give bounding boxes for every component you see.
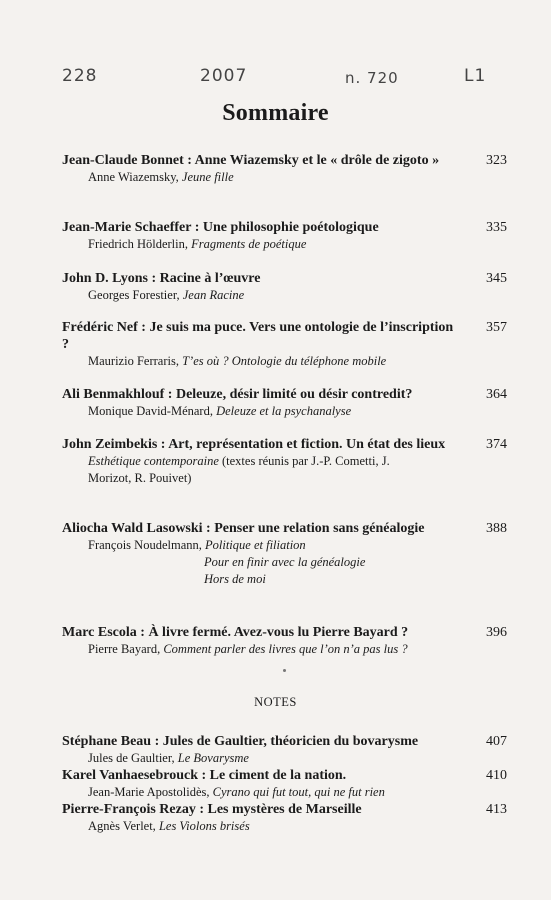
review-author: François Noudelmann,: [88, 538, 202, 552]
entry-review: [88, 287, 507, 304]
entry-page: 407: [486, 734, 507, 749]
review-author: Maurizio Ferraris,: [88, 354, 179, 368]
entry-review: [88, 818, 507, 835]
review-author: Agnès Verlet,: [88, 819, 156, 833]
separator-dot: [283, 669, 286, 672]
note-entry: [62, 767, 507, 801]
entry-title: Marc Escola : À livre fermé. Avez-vous lu Pierre Bayard ?: [62, 625, 409, 640]
toc-entry: [62, 152, 507, 186]
entry-review: [88, 641, 507, 658]
handwritten-issue: n. 720: [345, 69, 399, 87]
notes-list: [62, 733, 507, 835]
entry-title: Stéphane Beau : Jules de Gaultier, théoricien du bovarysme: [62, 734, 419, 749]
entry-title: Aliocha Wald Lasowski : Penser une relation sans généalogie: [62, 521, 425, 536]
entry-review: [88, 169, 507, 186]
handwritten-code: L1: [464, 66, 487, 86]
review-author: Georges Forestier,: [88, 288, 180, 302]
review-work: Jeune fille: [181, 170, 234, 184]
review-work: Esthétique contemporaine: [88, 454, 219, 468]
review-work: Politique et filiation: [205, 538, 306, 552]
entry-title: John D. Lyons : Racine à l’œuvre: [62, 271, 261, 286]
entry-page: 396: [486, 625, 507, 640]
review-suffix: (textes réunis par J.-P. Cometti, J. Morizot, R. Pouivet): [88, 454, 390, 485]
review-work: Jean Racine: [182, 288, 245, 302]
entry-review: [88, 403, 507, 420]
review-work: Comment parler des livres que l’on n’a pas lus ?: [163, 642, 408, 656]
entry-title: Pierre-François Rezay : Les mystères de Marseille: [62, 802, 362, 817]
toc-entry: [62, 319, 507, 370]
review-work: Fragments de poétique: [191, 237, 307, 251]
review-author: Friedrich Hölderlin,: [88, 237, 188, 251]
review-author: Pierre Bayard,: [88, 642, 161, 656]
review-work: Les Violons brisés: [158, 819, 250, 833]
review-work: Cyrano qui fut tout, qui ne fut rien: [212, 785, 385, 799]
entry-review: [88, 353, 507, 370]
entry-page: 413: [486, 802, 507, 817]
entry-title: Ali Benmakhlouf : Deleuze, désir limité ou désir contredit?: [62, 387, 413, 402]
entry-title: Frédéric Nef : Je suis ma puce. Vers une ontologie de l’inscription ?: [62, 320, 454, 352]
entry-page: 388: [486, 521, 507, 536]
page-title: Sommaire: [222, 100, 329, 126]
entry-page: 374: [486, 437, 507, 452]
review-author: Monique David-Ménard,: [88, 404, 213, 418]
entry-page: 364: [486, 387, 507, 402]
review-work: Le Bovarysme: [177, 751, 249, 765]
toc-entry: [62, 219, 507, 253]
toc-entry: [62, 624, 507, 658]
entry-title: Karel Vanhaesebrouck : Le ciment de la nation.: [62, 768, 347, 783]
entry-page: 345: [486, 271, 507, 286]
handwritten-number: 228: [62, 66, 98, 86]
entry-page: 357: [486, 320, 507, 335]
entry-review: [88, 784, 507, 801]
entry-review: [88, 537, 507, 554]
entry-title: John Zeimbekis : Art, représentation et fiction. Un état des lieux: [62, 437, 446, 452]
toc-entry: [62, 520, 507, 588]
review-work: T’es où ? Ontologie du téléphone mobile: [182, 354, 387, 368]
note-entry: [62, 733, 507, 767]
entry-review: [88, 750, 507, 767]
entry-page: 323: [486, 153, 507, 168]
entry-review: [88, 453, 507, 487]
review-work-extra: Hors de moi: [204, 572, 266, 586]
toc-entry: [62, 270, 507, 304]
review-work-extra: Pour en finir avec la généalogie: [204, 555, 366, 569]
notes-heading: NOTES: [254, 695, 297, 709]
toc-entry: [62, 386, 507, 420]
handwritten-year: 2007: [200, 66, 248, 86]
note-entry: [62, 801, 507, 835]
entry-title: Jean-Marie Schaeffer : Une philosophie poétologique: [62, 220, 379, 235]
review-work: Deleuze et la psychanalyse: [216, 404, 352, 418]
entry-page: 410: [486, 768, 507, 783]
entry-title: Jean-Claude Bonnet : Anne Wiazemsky et le « drôle de zigoto »: [62, 153, 440, 168]
review-author: Anne Wiazemsky,: [88, 170, 179, 184]
review-author: Jules de Gaultier,: [88, 751, 175, 765]
review-author: Jean-Marie Apostolidès,: [88, 785, 210, 799]
toc-entry: [62, 436, 507, 487]
entry-page: 335: [486, 220, 507, 235]
entry-review: [88, 236, 507, 253]
